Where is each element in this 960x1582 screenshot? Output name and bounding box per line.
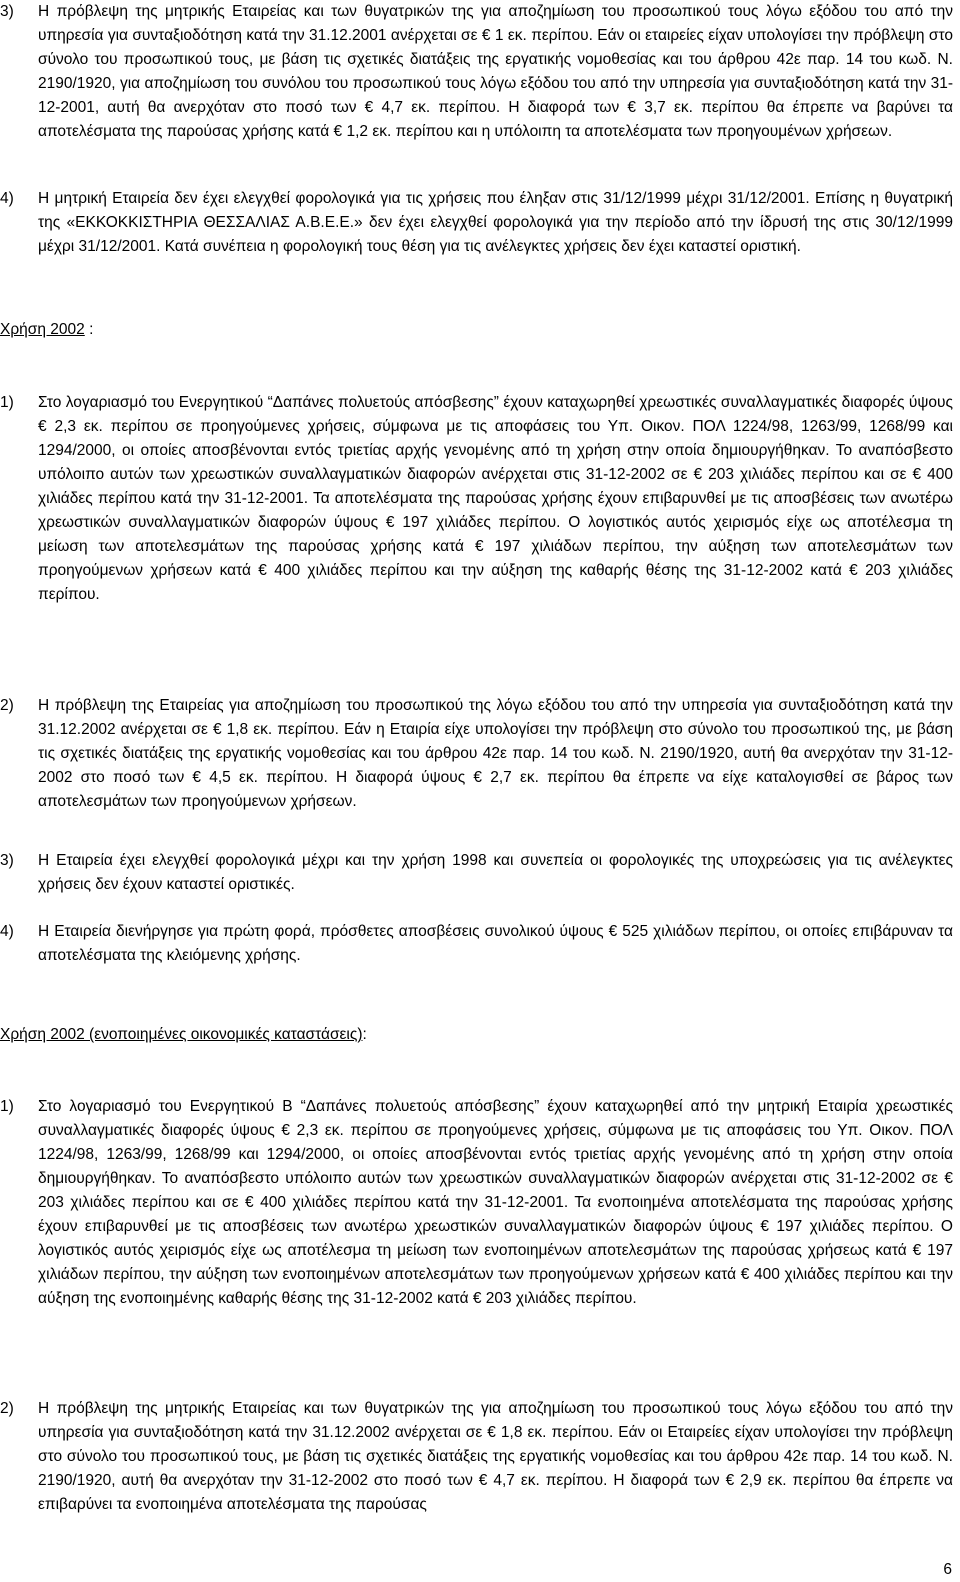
item-text: Η πρόβλεψη της Εταιρείας για αποζημίωση του προσωπικού της λόγω εξόδου του από την υπηρεσία για συνταξιοδότηση κατά την 31.12.2002 ανέρχεται σε € 1,8 εκ. περίπου. Εάν η Εταιρία είχε υπολογίσει την πρόβλεψη στο σύνολο του προσωπικού της, με βάση τις σχετικές διατάξεις της εργατικής νομοθεσίας και του άρθρου 42ε παρ. 14 του κωδ. Ν. 2190/1920, αυτή θα ανερχόταν την 31-12-2002 στο ποσό των € 4,5 εκ. περίπου. Η διαφορά ύψους € 2,7 εκ. περίπου θα έπρεπε να είχε καταλογισθεί σε βάρος των αποτελεσμάτων των προηγούμενων χρήσεων. — [38, 697, 953, 810]
item-text: Η Εταιρεία διενήργησε για πρώτη φορά, πρόσθετες αποσβέσεις συνολικού ύψους € 525 χιλιάδων περίπου, οι οποίες επιβάρυναν τα αποτελέσματα της κλειόμενης χρήσης. — [38, 923, 953, 964]
item-number: 1) — [0, 394, 14, 411]
item-text: Η Εταιρεία έχει ελεγχθεί φορολογικά μέχρι και την χρήση 1998 και συνεπεία οι φορολογικές της υποχρεώσεις για τις ανέλεγκτες χρήσεις δεν έχουν καταστεί οριστικές. — [38, 852, 953, 893]
item-number: 4) — [0, 923, 14, 940]
list-item — [0, 920, 953, 968]
item-text: Η πρόβλεψη της μητρικής Εταιρείας και των θυγατρικών της για αποζημίωση του προσωπικού τους λόγω εξόδου του από την υπηρεσία για συνταξιοδότηση κατά την 31.12.2001 ανέρχεται σε € 1 εκ. περίπου. Εάν οι εταιρείες είχαν υπολογίσει την πρόβλεψη στο σύνολο του προσωπικού τους, με βάση τις σχετικές διατάξεις της εργατικής νομοθεσίας και του άρθρου 42ε παρ. 14 του κωδ. Ν. 2190/1920, για αποζημίωση του συνόλου του προσωπικού τους λόγω εξόδου του από την υπηρεσία για συνταξιοδότηση κατά την 31-12-2001, αυτή θα ανερχόταν στο ποσό των € 4,7 εκ. περίπου. Η διαφορά των € 3,7 εκ. περίπου θα έπρεπε να βαρύνει τα αποτελέσματα της παρούσας χρήσης κατά € 1,2 εκ. περίπου και η υπόλοιπη τα αποτελέσματα των προηγουμένων χρήσεων. — [38, 3, 953, 140]
item-number: 2) — [0, 1400, 14, 1417]
section-heading-2002-consolidated — [0, 1023, 367, 1047]
list-item — [0, 0, 953, 144]
item-number: 1) — [0, 1098, 14, 1115]
item-number: 2) — [0, 697, 14, 714]
item-text: Στο λογαριασμό του Ενεργητικού Β “Δαπάνες πολυετούς απόσβεσης” έχουν καταχωρηθεί από την μητρική Εταιρία χρεωστικές συναλλαγματικές διαφορές ύψους € 2,3 εκ. περίπου σε προηγούμενες χρήσεις, σύμφωνα με τις αποφάσεις του Υπ. Οικον. ΠΟΛ 1224/98, 1263/99, 1268/99 και 1294/2000, οι οποίες αποσβένονται εντός τριετίας αρχής γενομένης από τη χρήση στην οποία δημιουργήθηκαν. Το αναπόσβεστο υπόλοιπο αυτών των χρεωστικών συναλλαγματικών διαφορών ανέρχεται στις 31-12-2002 σε € 203 χιλιάδες περίπου και σε € 400 χιλιάδες περίπου κατά την 31-12-2001. Τα ενοποιημένα αποτελέσματα της παρούσας χρήσης έχουν επιβαρυνθεί με τις αποσβέσεις των ανωτέρω χρεωστικών συναλλαγματικών διαφορών ύψους € 197 χιλιάδες περίπου. Ο λογιστικός αυτός χειρισμός είχε ως αποτέλεσμα τη μείωση των ενοποιημένων αποτελεσμάτων της παρούσας χρήσεως κατά € 197 χιλιάδων περίπου, την αύξηση των ενοποιημένων αποτελεσμάτων των προηγούμενων χρήσεων κατά € 400 χιλιάδες περίπου και την αύξηση της ενοποιημένης καθαρής θέσης της 31-12-2002 κατά € 203 χιλιάδες περίπου. — [38, 1098, 953, 1307]
section-heading-text: Χρήση 2002 — [0, 321, 85, 338]
item-number: 4) — [0, 190, 14, 207]
item-text: Η πρόβλεψη της μητρικής Εταιρείας και των θυγατρικών της για αποζημίωση του προσωπικού τους λόγω εξόδου του από την υπηρεσία για συνταξιοδότηση κατά την 31.12.2002 ανέρχεται σε € 1,8 εκ. περίπου. Εάν οι Εταιρείες είχαν υπολογίσει την πρόβλεψη στο σύνολο του προσωπικού τους, με βάση τις σχετικές διατάξεις της εργατικής νομοθεσίας και του άρθρου 42ε παρ. 14 του κωδ. Ν. 2190/1920, αυτή θα ανερχόταν την 31-12-2002 στο ποσό των € 4,7 εκ. περίπου. Η διαφορά των € 2,9 εκ. περίπου θα έπρεπε να επιβαρύνει τα ενοποιημένα αποτελέσματα της παρούσας — [38, 1400, 953, 1513]
item-text: Η μητρική Εταιρεία δεν έχει ελεγχθεί φορολογικά για τις χρήσεις που έληξαν στις 31/12/1999 μέχρι 31/12/2001. Επίσης η θυγατρική της «ΕΚΚΟΚΚΙΣΤΗΡΙΑ ΘΕΣΣΑΛΙΑΣ Α.Β.Ε.Ε.» δεν έχει ελεγχθεί φορολογικά για την περίοδο από την ίδρυσή της στις 30/12/1999 μέχρι 31/12/2001. Κατά συνέπεια η φορολογική τους θέση για τις ανέλεγκτες χρήσεις δεν έχει καταστεί οριστική. — [38, 190, 953, 255]
list-item — [0, 391, 953, 607]
section-heading-text: Χρήση 2002 (ενοποιημένες οικονομικές καταστάσεις) — [0, 1026, 363, 1043]
list-item — [0, 849, 953, 897]
list-item — [0, 694, 953, 814]
section-heading-suffix: : — [362, 1026, 367, 1043]
item-number: 3) — [0, 852, 14, 869]
item-number: 3) — [0, 3, 14, 20]
list-item — [0, 1397, 953, 1517]
list-item — [0, 1095, 953, 1311]
list-item — [0, 187, 953, 259]
section-heading-2002 — [0, 318, 93, 342]
item-text: Στο λογαριασμό του Ενεργητικού “Δαπάνες πολυετούς απόσβεσης” έχουν καταχωρηθεί χρεωστικές συναλλαγματικές διαφορές ύψους € 2,3 εκ. περίπου σε προηγούμενες χρήσεις, σύμφωνα με τις αποφάσεις του Υπ. Οικον. ΠΟΛ 1224/98, 1263/99, 1268/99 και 1294/2000, οι οποίες αποσβένονται εντός τριετίας αρχής γενομένης από τη χρήση στην οποία δημιουργήθηκαν. Το αναπόσβεστο υπόλοιπο αυτών των χρεωστικών συναλλαγματικών διαφορών ανέρχεται στις 31-12-2002 σε € 203 χιλιάδες περίπου και σε € 400 χιλιάδες περίπου κατά την 31-12-2001. Τα αποτελέσματα της παρούσας χρήσης έχουν επιβαρυνθεί με τις αποσβέσεις των ανωτέρω χρεωστικών συναλλαγματικών διαφορών ύψους € 197 χιλιάδες περίπου. Ο λογιστικός αυτός χειρισμός είχε ως αποτέλεσμα τη μείωση των αποτελεσμάτων της παρούσας χρήσης κατά € 197 χιλιάδων περίπου, την αύξηση των αποτελεσμάτων των προηγούμενων χρήσεων κατά € 400 χιλιάδες περίπου και την αύξηση της καθαρής θέσης της 31-12-2002 κατά € 203 χιλιάδες περίπου. — [38, 394, 953, 603]
page-number: 6 — [943, 1561, 952, 1578]
section-heading-suffix: : — [84, 321, 94, 338]
